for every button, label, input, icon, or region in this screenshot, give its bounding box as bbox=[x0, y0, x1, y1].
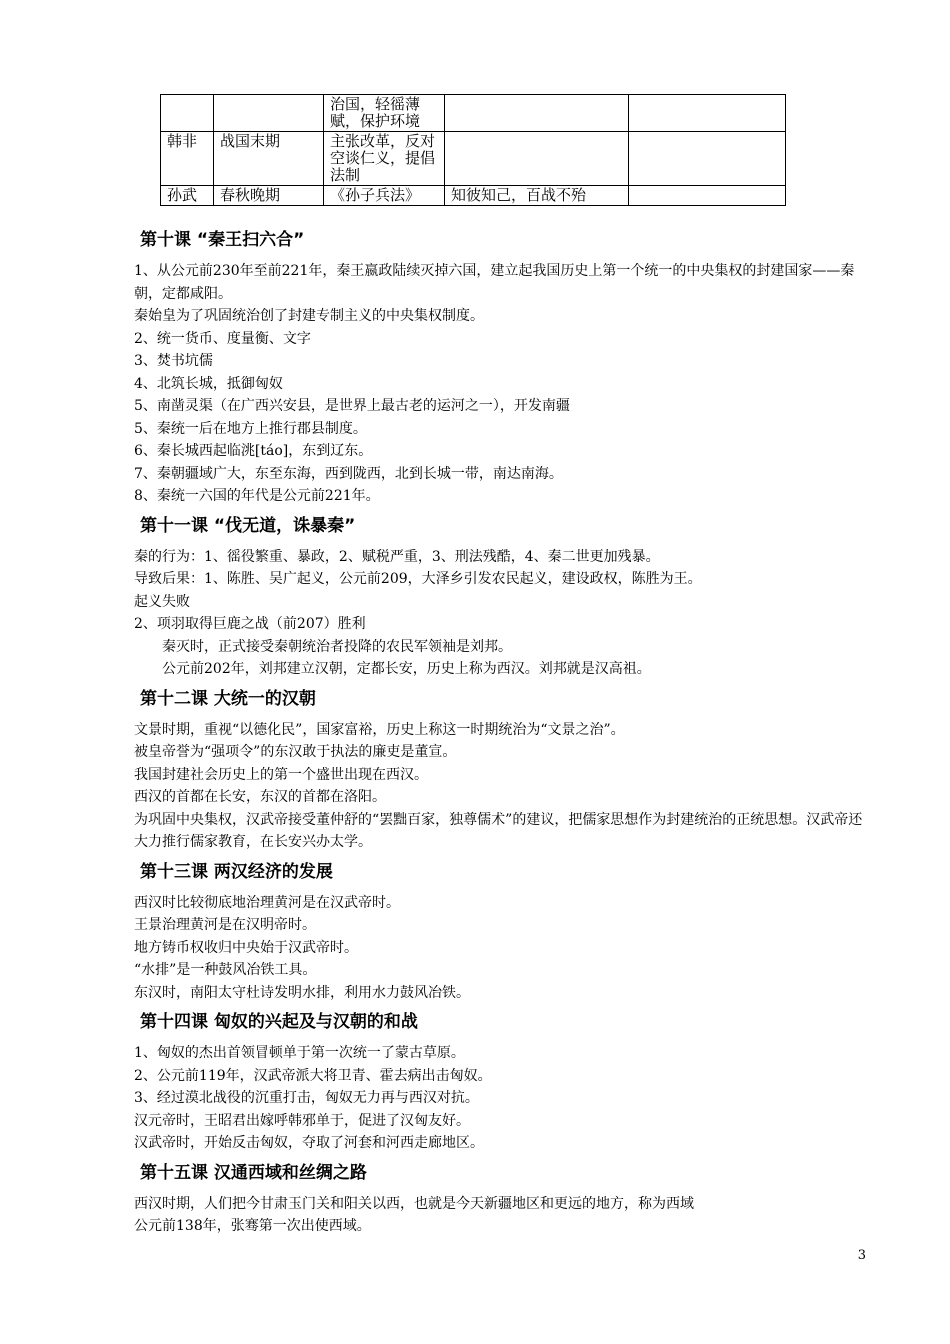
paragraph: 地方铸币权收归中央始于汉武帝时。 bbox=[134, 939, 358, 956]
paragraph: 起义失败 bbox=[134, 593, 190, 610]
table-cell: 《孙子兵法》 bbox=[324, 186, 445, 206]
paragraph: 2、统一货币、度量衡、文字 bbox=[134, 330, 311, 347]
paragraph: 王景治理黄河是在汉明帝时。 bbox=[134, 917, 316, 933]
section-heading: 第十四课 匈奴的兴起及与汉朝的和战 bbox=[140, 1012, 418, 1032]
paragraph: 汉武帝时，开始反击匈奴，夺取了河套和河西走廊地区。 bbox=[134, 1135, 484, 1151]
paragraph: “水排”是一种鼓风冶铁工具。 bbox=[134, 962, 317, 978]
paragraph: 3、经过漠北战役的沉重打击，匈奴无力再与西汉对抗。 bbox=[134, 1090, 479, 1106]
document-body bbox=[134, 222, 869, 1238]
paragraph: 导致后果：1、陈胜、吴广起义，公元前209，大泽乡引发农民起义，建设政权，陈胜为王。 bbox=[134, 571, 702, 587]
section-lesson-13 bbox=[134, 860, 869, 1005]
table-cell: 战国末期 bbox=[214, 132, 324, 186]
table-cell bbox=[629, 132, 786, 186]
paragraph: 秦的行为：1、徭役繁重、暴政，2、赋税严重，3、刑法残酷，4、秦二世更加残暴。 bbox=[134, 548, 660, 565]
thinkers-table bbox=[160, 94, 786, 206]
paragraph: 文景时期，重视“以德化民”，国家富裕，历史上称这一时期统治为“文景之治”。 bbox=[134, 721, 625, 738]
section-heading: 第十二课 大统一的汉朝 bbox=[140, 688, 316, 709]
paragraph: 7、秦朝疆域广大，东至东海，西到陇西，北到长城一带，南达南海。 bbox=[134, 465, 563, 482]
paragraph: 公元前202年，刘邦建立汉朝，定都长安，历史上称为西汉。刘邦就是汉高祖。 bbox=[162, 661, 651, 677]
paragraph: 东汉时，南阳太守杜诗发明水排，利用水力鼓风冶铁。 bbox=[134, 984, 470, 1001]
section-lesson-11 bbox=[134, 514, 869, 681]
section-heading: 第十五课 汉通西域和丝绸之路 bbox=[140, 1162, 367, 1183]
section-heading: 第十一课 “伐无道，诛暴秦” bbox=[140, 515, 356, 536]
paragraph: 1、匈奴的杰出首领冒顿单于第一次统一了蒙古草原。 bbox=[134, 1045, 465, 1061]
paragraph: 为巩固中央集权，汉武帝接受董仲舒的“罢黜百家，独尊儒术”的建议，把儒家思想作为封建统治的正统思想。汉武帝还大力推行儒家教育，在长安兴办太学。 bbox=[134, 811, 863, 850]
table-row bbox=[161, 132, 786, 186]
table-cell: 春秋晚期 bbox=[214, 186, 324, 206]
table-cell: 治国，轻徭薄赋，保护环境 bbox=[324, 95, 445, 132]
table-cell bbox=[214, 95, 324, 132]
table-cell bbox=[445, 95, 629, 132]
paragraph: 汉元帝时，王昭君出嫁呼韩邪单于，促进了汉匈友好。 bbox=[134, 1112, 470, 1129]
paragraph: 6、秦长城西起临洮[táo]，东到辽东。 bbox=[134, 443, 373, 459]
paragraph: 5、秦统一后在地方上推行郡县制度。 bbox=[134, 420, 367, 437]
paragraph: 1、从公元前230年至前221年，秦王嬴政陆续灭掉六国，建立起我国历史上第一个统一的中央集权的封建国家——秦朝，定都咸阳。 bbox=[134, 263, 855, 302]
paragraph: 2、公元前119年，汉武帝派大将卫青、霍去病出击匈奴。 bbox=[134, 1067, 492, 1084]
page-number: 3 bbox=[857, 1248, 866, 1263]
table-cell bbox=[629, 186, 786, 206]
paragraph: 2、项羽取得巨鹿之战（前207）胜利 bbox=[134, 616, 366, 632]
table-cell: 主张改革，反对空谈仁义，提倡法制 bbox=[324, 132, 445, 186]
paragraph: 西汉时比较彻底地治理黄河是在汉武帝时。 bbox=[134, 894, 400, 911]
table-cell: 孙武 bbox=[161, 186, 214, 206]
table-row bbox=[161, 186, 786, 206]
section-lesson-10 bbox=[134, 228, 869, 508]
table-cell: 知彼知己，百战不殆 bbox=[445, 186, 629, 206]
table-cell: 韩非 bbox=[161, 132, 214, 186]
table-row bbox=[161, 95, 786, 132]
section-lesson-12 bbox=[134, 687, 869, 854]
paragraph: 西汉的首都在长安，东汉的首都在洛阳。 bbox=[134, 789, 386, 805]
section-lesson-14 bbox=[134, 1010, 869, 1155]
table-cell bbox=[161, 95, 214, 132]
paragraph: 4、北筑长城，抵御匈奴 bbox=[134, 375, 283, 392]
section-heading: 第十课 “秦王扫六合” bbox=[140, 230, 305, 250]
table-cell bbox=[445, 132, 629, 186]
paragraph: 8、秦统一六国的年代是公元前221年。 bbox=[134, 488, 380, 504]
paragraph: 秦灭时，正式接受秦朝统治者投降的农民军领袖是刘邦。 bbox=[162, 638, 512, 655]
section-lesson-15 bbox=[134, 1161, 869, 1238]
table-cell bbox=[629, 95, 786, 132]
paragraph: 3、焚书坑儒 bbox=[134, 353, 213, 369]
paragraph: 被皇帝誉为“强项令”的东汉敢于执法的廉吏是董宣。 bbox=[134, 744, 457, 760]
paragraph: 秦始皇为了巩固统治创了封建专制主义的中央集权制度。 bbox=[134, 308, 484, 324]
paragraph: 公元前138年，张骞第一次出使西域。 bbox=[134, 1218, 371, 1234]
paragraph: 5、南凿灵渠（在广西兴安县，是世界上最古老的运河之一），开发南疆 bbox=[134, 398, 570, 414]
section-heading: 第十三课 两汉经济的发展 bbox=[140, 861, 333, 882]
paragraph: 我国封建社会历史上的第一个盛世出现在西汉。 bbox=[134, 766, 428, 783]
paragraph: 西汉时期，人们把今甘肃玉门关和阳关以西，也就是今天新疆地区和更远的地方，称为西域 bbox=[134, 1195, 694, 1212]
